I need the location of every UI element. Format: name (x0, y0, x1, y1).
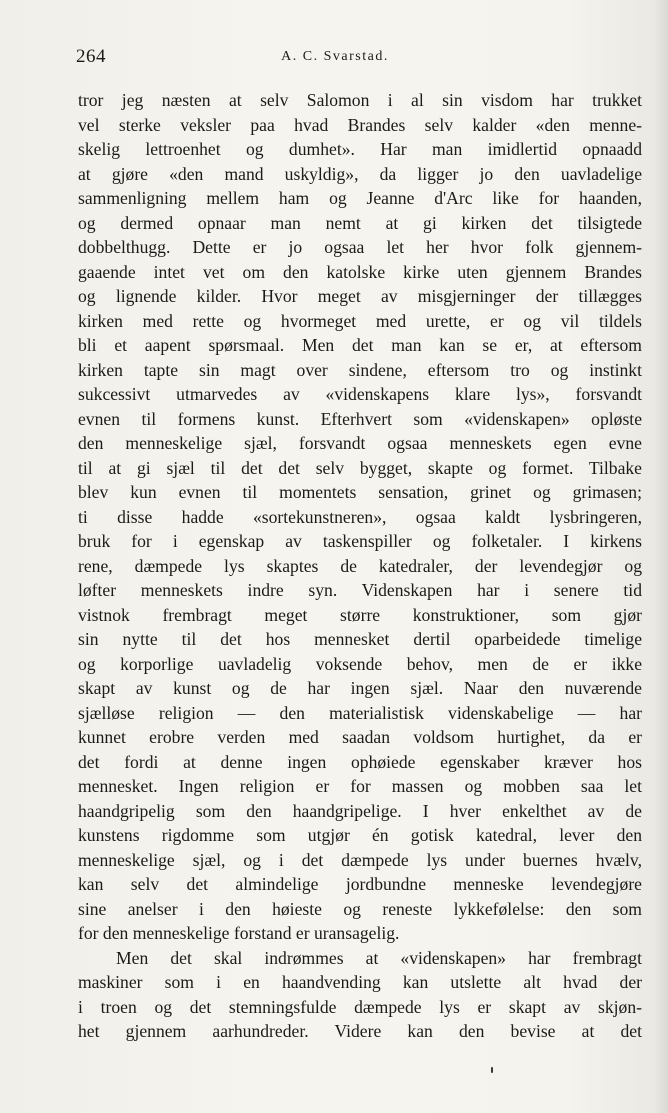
text-line: at gjøre «den mand uskyldig», da ligger jo den uavladelige (78, 163, 642, 184)
text-line-paragraph-start: Men det skal indrømmes at «videnskapen» har frembragt (116, 947, 642, 968)
text-line: i troen og det stemningsfulde dæmpede lys er skapt av skjøn- (78, 996, 642, 1017)
text-line: evnen til formens kunst. Efterhvert som «videnskapen» opløste (78, 408, 642, 429)
text-line: tror jeg næsten at selv Salomon i al sin visdom har trukket (78, 90, 642, 110)
text-line: bli et aapent spørsmaal. Men det man kan se er, at eftersom (78, 335, 642, 355)
text-line: sammenligning mellem ham og Jeanne d'Arc like for haanden, (78, 188, 642, 208)
text-line: dobbelthugg. Dette er jo ogsaa let her hvor folk gjennem- (78, 237, 642, 257)
text-line: het gjennem aarhundreder. Videre kan den bevise at det (78, 1021, 642, 1041)
text-line: gaaende intet vet om den katolske kirke uten gjennem Brandes (78, 261, 642, 282)
text-line: blev kun evnen til momentets sensation, grinet og grimasen; (78, 482, 642, 502)
text-line: mennesket. Ingen religion er for massen og mobben saa let (78, 776, 642, 796)
text-line: løfter menneskets indre syn. Videnskapen har i senere tid (78, 580, 642, 600)
text-line: maskiner som i en haandvending kan utslette alt hvad der (78, 972, 642, 992)
text-line: sukcessivt utmarvedes av «videnskapens klare lys», forsvandt (78, 384, 642, 404)
text-line: rene, dæmpede lys skaptes de katedraler, der levendegjør og (78, 555, 642, 576)
text-line: skapt av kunst og de har ingen sjæl. Naar den nuværende (78, 678, 642, 698)
text-line: kirken med rette og hvormeget med urette, er og vil tildels (78, 310, 642, 331)
text-line: vistnok frembragt meget større konstruktioner, som gjør (78, 604, 642, 625)
text-line: ti disse hadde «sortekunstneren», ogsaa kaldt lysbringeren, (78, 506, 642, 527)
text-line: til at gi sjæl til det det selv bygget, skapte og formet. Tilbake (78, 457, 642, 478)
text-line: sine anelser i den høieste og reneste lykkefølelse: den som (78, 898, 642, 919)
body-text (78, 88, 642, 1044)
text-line: og dermed opnaar man nemt at gi kirken det tilsigtede (78, 212, 642, 233)
ink-speck (491, 1067, 493, 1073)
text-line: og lignende kilder. Hvor meget av misgjerninger der tillægges (78, 286, 642, 306)
page-edge-shadow (654, 0, 668, 1113)
text-line: sjælløse religion — den materialistisk videnskabelige — har (78, 702, 642, 723)
text-line: vel sterke veksler paa hvad Brandes selv kalder «den menne- (78, 114, 642, 135)
text-line-paragraph-end: for den menneskelige forstand er uransagelig. (78, 923, 400, 943)
text-line: kunstens rigdomme som utgjør én gotisk katedral, lever den (78, 825, 642, 845)
text-line: kirken tapte sin magt over sindene, eftersom tro og instinkt (78, 359, 642, 380)
text-line: den menneskelige sjæl, forsvandt ogsaa menneskets egen evne (78, 433, 642, 453)
text-line: og korporlige uavladelig voksende behov, men de er ikke (78, 653, 642, 674)
page-number: 264 (76, 46, 106, 67)
text-line: haandgripelig som den haandgripelige. I hver enkelthet av de (78, 800, 642, 821)
text-line: det fordi at denne ingen ophøiede egenskaber kræver hos (78, 751, 642, 772)
text-line: sin nytte til det hos mennesket dertil oparbeidede timelige (78, 629, 642, 649)
text-line: kunnet erobre verden med saadan voldsom hurtighet, da er (78, 727, 642, 747)
text-line: kan selv det almindelige jordbundne menneske levendegjøre (78, 874, 642, 894)
text-line: skelig lettroenhet og dumhet». Har man imidlertid opnaadd (78, 139, 642, 159)
running-title: A. C. Svarstad. (281, 49, 389, 64)
text-line: menneskelige sjæl, og i det dæmpede lys under buernes hvælv, (78, 849, 642, 870)
text-line: bruk for i egenskap av taskenspiller og folketaler. I kirkens (78, 531, 642, 551)
running-head (76, 46, 642, 74)
